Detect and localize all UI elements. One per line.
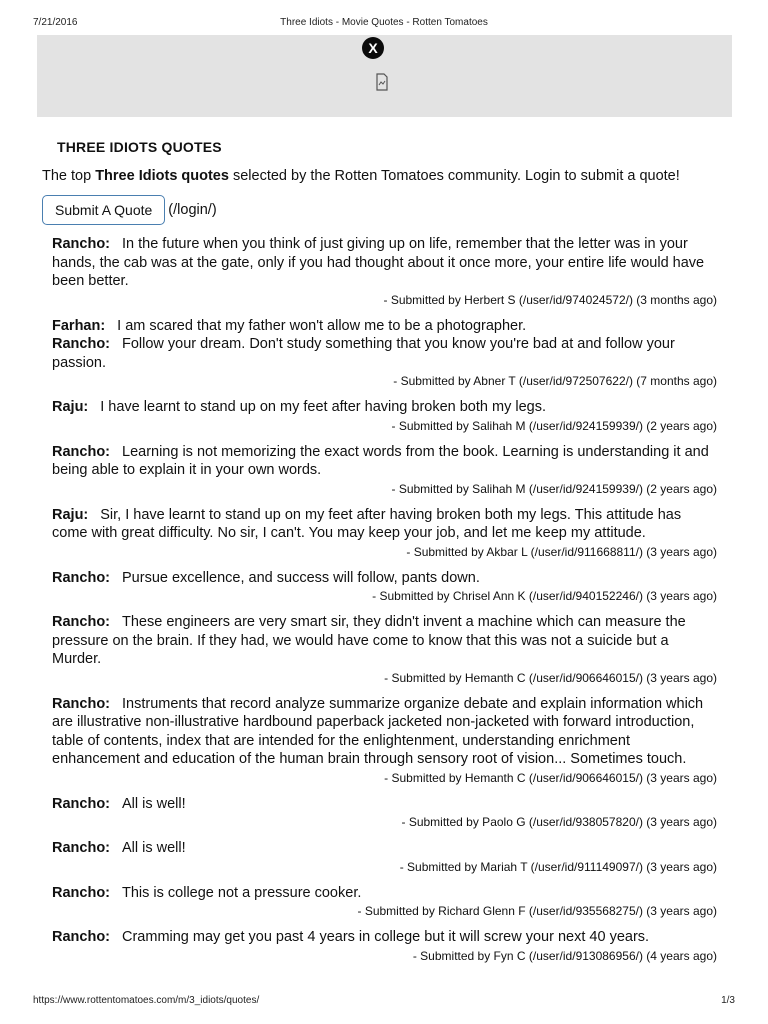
quote-speaker: Rancho:	[52, 569, 110, 586]
quote-item	[52, 695, 717, 786]
quote-text: In the future when you think of just giving up on life, remember that the letter was in your hands, the cab was at the gate, only if you had thought about it once more, your entire life would have been better.	[52, 236, 705, 289]
print-url: https://www.rottentomatoes.com/m/3_idiots/quotes/	[33, 995, 260, 1006]
submit-quote-button[interactable]: Submit A Quote	[42, 195, 165, 225]
quote-text: Cramming may get you past 4 years in college but it will screw your next 40 years.	[122, 929, 650, 945]
quote-speaker: Raju:	[52, 506, 89, 523]
quote-text: Instruments that record analyze summarize organize debate and explain information which are illustrative non-illustrative hardbound paperback jacketed non-jacketed with forward introduction, table of contents, index that are intended for the enlightenment, understanding enrichment enhancement and education of the human brain through sensory root of vision... Sometimes touch.	[52, 695, 704, 767]
quote-item	[52, 839, 717, 875]
quote-submitter-link[interactable]: - Submitted by Salihah M (/user/id/924159939/) (2 years ago)	[391, 481, 717, 496]
quote-line	[52, 443, 717, 480]
quote-line	[52, 884, 717, 903]
quote-text: This is college not a pressure cooker.	[122, 884, 362, 901]
quote-line	[52, 695, 717, 769]
quote-item	[52, 235, 717, 308]
quote-item	[52, 398, 717, 434]
print-date: 7/21/2016	[33, 17, 78, 28]
quote-text: Pursue excellence, and success will follow, pants down.	[122, 569, 480, 586]
quote-speaker: Rancho:	[52, 236, 110, 252]
quote-speaker: Rancho:	[52, 795, 110, 812]
quote-line	[52, 795, 717, 814]
quote-item	[52, 795, 717, 831]
quote-speaker: Farhan:	[52, 317, 106, 334]
quote-line	[52, 839, 717, 858]
quote-speaker: Rancho:	[52, 614, 110, 630]
quote-item	[52, 613, 717, 686]
login-link[interactable]: (/login/)	[168, 202, 217, 218]
page-number: 1/3	[721, 995, 735, 1006]
quote-text: I have learnt to stand up on my feet after having broken both my legs.	[100, 399, 546, 415]
quote-submitter-link[interactable]: - Submitted by Abner T (/user/id/972507622/) (7 months ago)	[393, 374, 717, 388]
document-icon	[374, 73, 390, 91]
quote-line	[52, 235, 717, 291]
quote-submitter-link[interactable]: - Submitted by Mariah T (/user/id/911149097/) (3 years ago)	[399, 859, 717, 874]
close-icon[interactable]: X	[362, 37, 384, 59]
quote-item	[52, 928, 717, 964]
quote-line	[52, 398, 717, 417]
quote-submitter-link[interactable]: - Submitted by Hemanth C (/user/id/906646015/) (3 years ago)	[384, 770, 717, 785]
quote-submitter-link[interactable]: - Submitted by Paolo G (/user/id/938057820/) (3 years ago)	[401, 815, 717, 829]
intro-text	[42, 168, 680, 184]
quote-submitter-link[interactable]: - Submitted by Fyn C (/user/id/913086956/) (4 years ago)	[412, 948, 717, 963]
quote-item	[52, 884, 717, 920]
quote-item	[52, 506, 717, 560]
print-footer	[0, 995, 768, 1009]
quote-speaker: Rancho:	[52, 695, 110, 712]
quote-line	[52, 928, 717, 947]
quote-text: All is well!	[122, 795, 186, 812]
quote-text: Sir, I have learnt to stand up on my feet after having broken both my legs. This attitude has come with great difficulty. No sir, I can't. You may keep your job, and let me keep my attitude.	[52, 506, 682, 541]
quote-speaker: Raju:	[52, 399, 89, 415]
quote-line	[52, 317, 717, 336]
quote-speaker: Rancho:	[52, 884, 110, 901]
intro-bold[interactable]: Three Idiots quotes	[95, 168, 229, 184]
quote-text: All is well!	[122, 840, 186, 856]
quote-item	[52, 443, 717, 497]
quote-text: Follow your dream. Don't study something that you know you're bad at and follow your passion.	[52, 336, 675, 371]
quote-submitter-link[interactable]: - Submitted by Salihah M (/user/id/924159939/) (2 years ago)	[391, 418, 717, 433]
quote-text: These engineers are very smart sir, they didn't invent a machine which can measure the pressure on the brain. If they had, we would have come to know that this was not a suicide but a Murder.	[52, 614, 686, 667]
quote-speaker: Rancho:	[52, 840, 110, 856]
page-title: THREE IDIOTS QUOTES	[57, 139, 222, 155]
submit-row	[42, 195, 217, 225]
quote-submitter-link[interactable]: - Submitted by Chrisel Ann K (/user/id/940152246/) (3 years ago)	[372, 589, 717, 603]
quote-line	[52, 506, 717, 543]
print-title: Three Idiots - Movie Quotes - Rotten Tomatoes	[280, 17, 488, 28]
quote-submitter-link[interactable]: - Submitted by Hemanth C (/user/id/906646015/) (3 years ago)	[384, 670, 717, 685]
intro-suffix: selected by the Rotten Tomatoes community. Login to submit a quote!	[228, 168, 680, 184]
quote-list	[52, 235, 717, 973]
quote-line	[52, 569, 717, 588]
quote-line	[52, 335, 717, 372]
quote-item	[52, 317, 717, 390]
quote-text: I am scared that my father won't allow me to be a photographer.	[117, 317, 527, 334]
quote-speaker: Rancho:	[52, 929, 110, 945]
quote-speaker: Rancho:	[52, 443, 110, 460]
intro-prefix: The top	[42, 168, 96, 184]
print-header	[0, 17, 768, 31]
ad-banner	[37, 35, 732, 117]
quote-submitter-link[interactable]: - Submitted by Akbar L (/user/id/911668811/) (3 years ago)	[406, 544, 717, 559]
quote-submitter-link[interactable]: - Submitted by Herbert S (/user/id/974024572/) (3 months ago)	[383, 292, 717, 307]
quote-line	[52, 613, 717, 669]
quote-submitter-link[interactable]: - Submitted by Richard Glenn F (/user/id/935568275/) (3 years ago)	[357, 904, 717, 918]
quote-item	[52, 569, 717, 605]
quote-speaker: Rancho:	[52, 336, 110, 352]
quote-text: Learning is not memorizing the exact words from the book. Learning is understanding it and being able to explain it in your own words.	[52, 443, 709, 478]
